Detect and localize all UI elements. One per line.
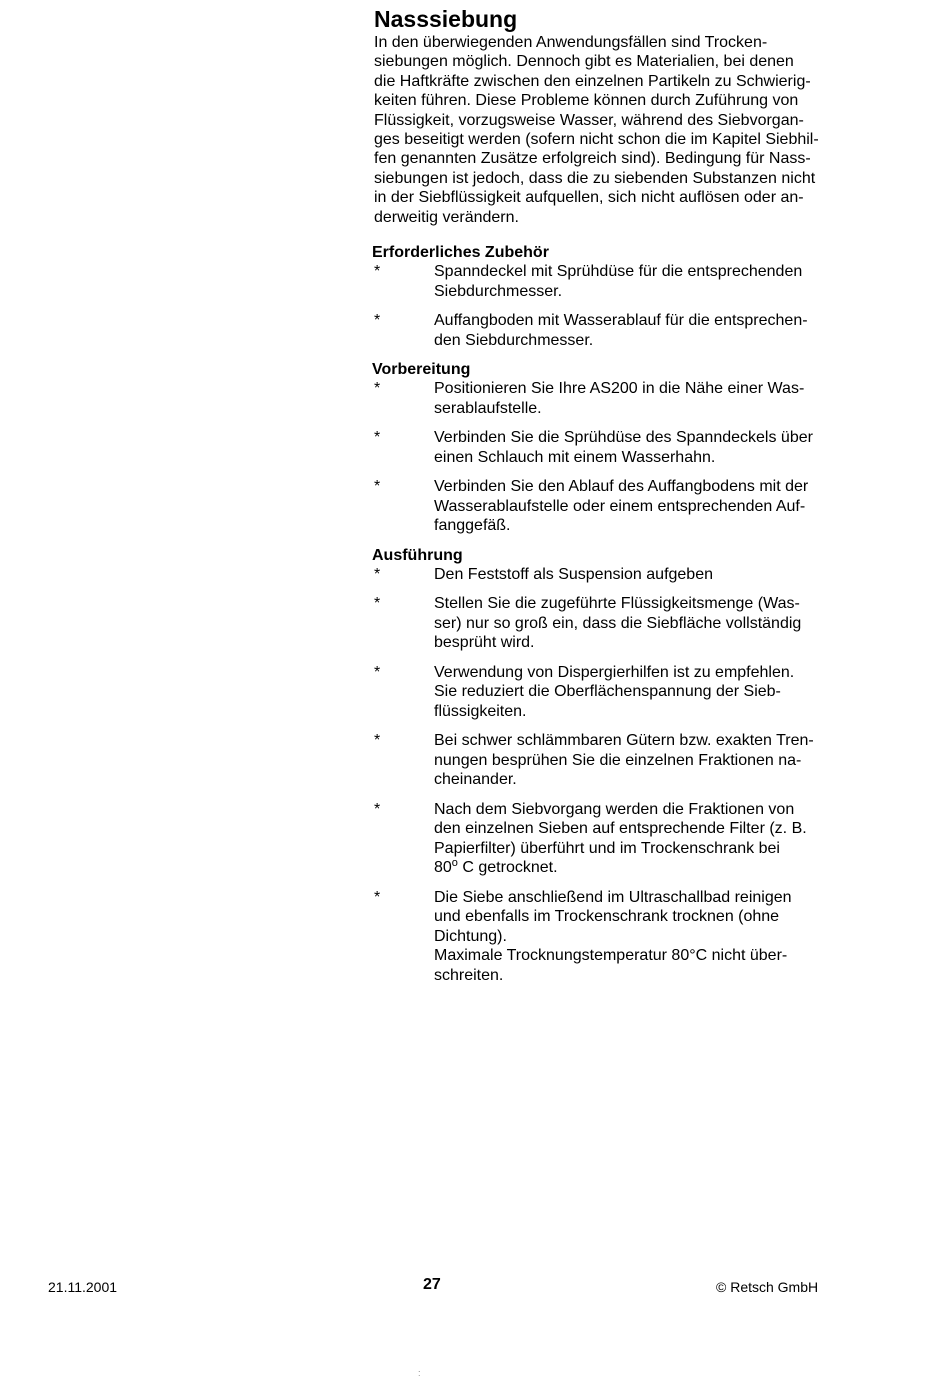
section-title: Erforderliches Zubehör xyxy=(372,244,549,262)
item-line: ser) nur so groß ein, dass die Siebfläche vollständig xyxy=(434,614,802,632)
item-line: Den Feststoff als Suspension aufgeben xyxy=(434,565,713,583)
footer-copyright: © Retsch GmbH xyxy=(716,1279,819,1295)
bullet: * xyxy=(374,800,381,818)
item-line: Verbinden Sie die Sprühdüse des Spanndeckels über xyxy=(434,429,813,447)
bullet: * xyxy=(374,888,381,906)
bullet: * xyxy=(374,595,381,613)
intro-line: siebungen ist jedoch, dass die zu siebenden Substanzen nicht xyxy=(374,169,816,187)
item-line: flüssigkeiten. xyxy=(434,702,527,720)
bullet: * xyxy=(374,732,381,750)
item-line: schreiten. xyxy=(434,966,504,984)
item-line: cheinander. xyxy=(434,771,517,789)
intro-line: keiten führen. Diese Probleme können durch Zuführung von xyxy=(374,92,799,110)
item-line: Die Siebe anschließend im Ultraschallbad reinigen xyxy=(434,888,792,906)
item-line: Papierfilter) überführt und im Trockenschrank bei xyxy=(434,839,780,857)
item-line: Stellen Sie die zugeführte Flüssigkeitsmenge (Was- xyxy=(434,595,800,613)
item-line: Maximale Trocknungstemperatur 80°C nicht über- xyxy=(434,947,788,965)
item-line: und ebenfalls im Trockenschrank trocknen (ohne xyxy=(434,908,780,926)
item-line: Sie reduziert die Oberflächenspannung der Sieb- xyxy=(434,683,781,701)
bullet: * xyxy=(374,380,381,398)
list-item xyxy=(374,594,844,653)
item-line: serablaufstelle. xyxy=(434,399,542,417)
item-line: fanggefäß. xyxy=(434,517,511,535)
item-line: Dichtung). xyxy=(434,927,507,945)
item-line: den einzelnen Sieben auf entsprechende Filter (z. B. xyxy=(434,820,807,838)
item-line: Bei schwer schlämmbaren Gütern bzw. exakten Tren- xyxy=(434,732,814,750)
item-line: nungen besprühen Sie die einzelnen Fraktionen na- xyxy=(434,751,802,769)
list-item xyxy=(374,565,844,585)
bullet: * xyxy=(374,478,381,496)
intro-line: in der Siebflüssigkeit aufquellen, sich nicht auflösen oder an- xyxy=(374,189,804,207)
item-line: Siebdurchmesser. xyxy=(434,282,563,300)
item-line: Positionieren Sie Ihre AS200 in die Nähe einer Was- xyxy=(434,380,805,398)
list-item xyxy=(374,800,844,878)
list-item xyxy=(374,731,844,790)
list-item xyxy=(374,428,844,467)
list-item xyxy=(374,477,844,536)
bullet: * xyxy=(374,565,381,583)
section-zubehoer xyxy=(374,243,844,350)
page-title: Nasssiebung xyxy=(374,6,518,32)
bullet: * xyxy=(374,429,381,447)
intro-paragraph xyxy=(374,33,844,227)
intro-line: Flüssigkeit, vorzugsweise Wasser, während des Siebvorgan- xyxy=(374,111,804,129)
page-content xyxy=(374,6,844,985)
item-line: Spanndeckel mit Sprühdüse für die entsprechenden xyxy=(434,263,803,281)
stray-mark: : xyxy=(418,1368,421,1378)
degree-symbol: o xyxy=(451,857,458,870)
section-title: Ausführung xyxy=(372,546,463,564)
list-item xyxy=(374,262,844,301)
temperature-value: 80 xyxy=(434,859,452,877)
item-line: Wasserablaufstelle oder einem entsprechenden Auf- xyxy=(434,497,806,515)
item-line: besprüht wird. xyxy=(434,634,535,652)
list-item xyxy=(374,663,844,722)
temperature-suffix: C getrocknet. xyxy=(457,859,558,877)
intro-line: In den überwiegenden Anwendungsfällen sind Trocken- xyxy=(374,34,768,51)
bullet: * xyxy=(374,663,381,681)
list-item xyxy=(374,888,844,986)
item-line: Auffangboden mit Wasserablauf für die entsprechen- xyxy=(434,312,808,330)
item-line: den Siebdurchmesser. xyxy=(434,331,594,349)
bullet: * xyxy=(374,312,381,330)
bullet: * xyxy=(374,263,381,281)
intro-line: die Haftkräfte zwischen den einzelnen Partikeln zu Schwierig- xyxy=(374,72,811,90)
list-item xyxy=(374,379,844,418)
section-vorbereitung xyxy=(374,360,844,536)
intro-line: derweitig verändern. xyxy=(374,208,519,226)
list-item xyxy=(374,311,844,350)
temperature-line xyxy=(434,858,844,878)
item-line: Verbinden Sie den Ablauf des Auffangbodens mit der xyxy=(434,478,809,496)
intro-line: siebungen möglich. Dennoch gibt es Materialien, bei denen xyxy=(374,53,794,71)
item-line: Verwendung von Dispergierhilfen ist zu empfehlen. xyxy=(434,663,795,681)
item-line: einen Schlauch mit einem Wasserhahn. xyxy=(434,448,716,466)
page-number: 27 xyxy=(423,1276,441,1293)
section-ausfuehrung xyxy=(374,546,844,986)
section-title: Vorbereitung xyxy=(372,361,471,379)
item-line: Nach dem Siebvorgang werden die Fraktionen von xyxy=(434,800,795,818)
intro-line: ges beseitigt werden (sofern nicht schon die im Kapitel Siebhil- xyxy=(374,131,819,149)
footer-date: 21.11.2001 xyxy=(48,1279,118,1295)
intro-line: fen genannten Zusätze erfolgreich sind). Bedingung für Nass- xyxy=(374,150,811,168)
